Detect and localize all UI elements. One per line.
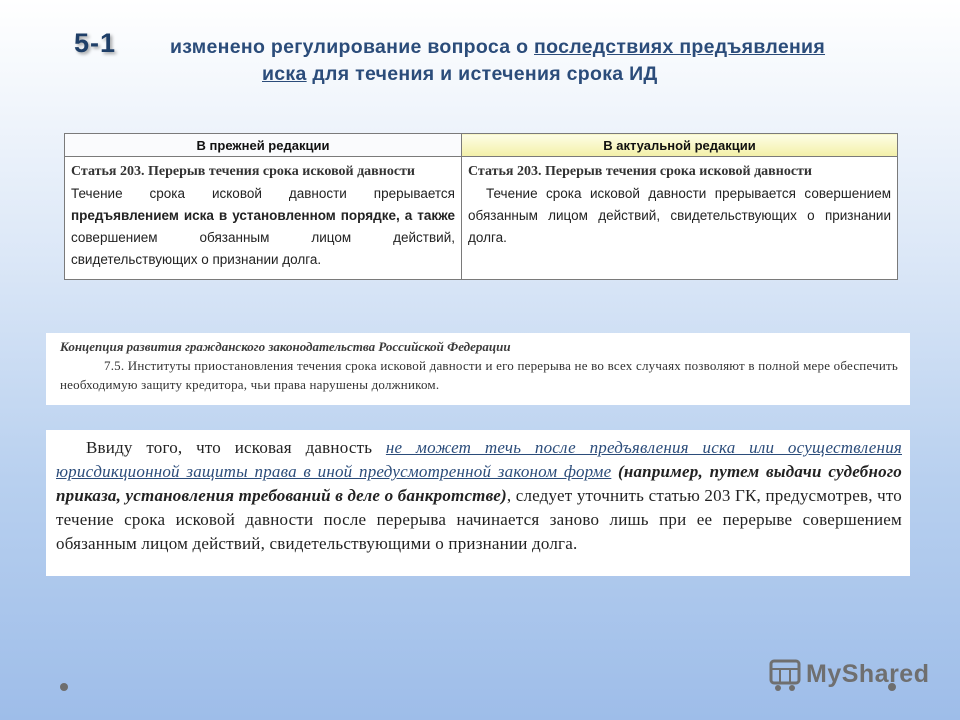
- concept-body: 7.5. Институты приостановления течения срока исковой давности и его перерыва не во всех случаях позволяют в полной мере обеспечить необходимую защиту кредитора, чьи права нарушены должником.: [60, 358, 898, 392]
- cell-new-edition: [462, 157, 898, 280]
- main-text-link: не может течь после предъявления иска или осуществления юрисдикционной защиты права в иной предусмотренной законом форме: [56, 438, 902, 481]
- new-text: Течение срока исковой давности прерывается совершением обязанным лицом действий, свидетельствующих о признании долга.: [468, 186, 891, 245]
- shopping-cart-icon: [768, 658, 802, 692]
- title-part1: изменено регулирование вопроса о: [170, 36, 535, 58]
- old-text-a: Течение срока исковой давности прерывается: [71, 186, 455, 201]
- slide-number: 5-1: [74, 28, 117, 58]
- concept-box: [46, 333, 910, 405]
- main-text-end: , следует уточнить статью 203 ГК, предусмотрев, что течение срока исковой давности после перерыва начинается заново лишь при ее перерыве совершением обязанным лицом действий, свидетельствующими о признании долга.: [56, 486, 902, 553]
- comparison-table: [64, 133, 898, 280]
- header-new-edition: В актуальной редакции: [462, 134, 898, 157]
- bullet-left: [60, 683, 68, 691]
- old-text-b: совершением обязанным лицом действий, свидетельствующих о признании долга.: [71, 230, 455, 267]
- main-text-example: (например, путем выдачи судебного приказа, установления требований в деле о банкротстве): [56, 462, 902, 505]
- cell-old-edition: [65, 157, 462, 280]
- title-link-1: последствиях предъявления: [534, 36, 826, 58]
- new-article-title: Статья 203. Перерыв течения срока исковой давности: [468, 164, 812, 179]
- main-text-start: Ввиду того, что исковая давность: [86, 438, 386, 457]
- main-text-box: [46, 430, 910, 576]
- concept-heading: Концепция развития гражданского законодательства Российской Федерации: [60, 339, 511, 354]
- myshared-watermark: [768, 656, 928, 696]
- header-old-edition: В прежней редакции: [65, 134, 462, 157]
- watermark-text: MyShared: [806, 660, 930, 688]
- title-link-2: иска: [262, 63, 307, 85]
- old-article-title: Статья 203. Перерыв течения срока исковой давности: [71, 164, 415, 179]
- slide-title: [170, 34, 890, 88]
- title-part2: для течения и истечения срока ИД: [306, 63, 658, 85]
- old-text-bold: предъявлением иска в установленном порядке, а также: [71, 208, 455, 223]
- title-line-2: [170, 61, 890, 88]
